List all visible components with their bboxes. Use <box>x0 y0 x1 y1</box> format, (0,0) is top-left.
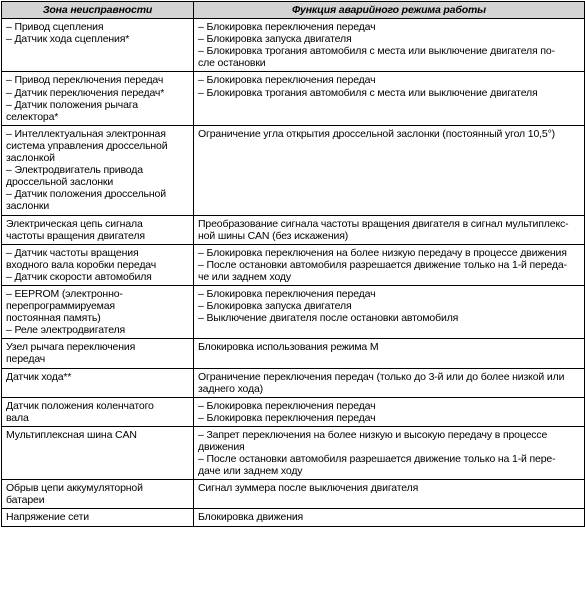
emergency-function-line: – Блокировка трогания автомобиля с места или выключение двигателя по- <box>198 45 555 58</box>
fault-zone-line: – Датчик положения рычага <box>6 98 138 111</box>
emergency-function-line: – Блокировка переключения передач <box>198 21 376 34</box>
emergency-function-cell <box>194 339 585 368</box>
fault-zone-line: – Привод переключения передач <box>6 74 164 87</box>
fault-zone-line: – Датчик хода сцепления* <box>6 33 130 46</box>
fault-zone-line: – Реле электродвигателя <box>6 324 126 337</box>
fault-zone-line: Узел рычага переключения <box>6 341 136 354</box>
emergency-function-line: сле остановки <box>198 57 266 70</box>
fault-zone-line: перепрограммируемая <box>6 300 115 313</box>
emergency-function-line: – Блокировка переключения передач <box>198 399 376 412</box>
fault-zone-line: – Датчик положения дроссельной <box>6 188 166 201</box>
emergency-function-line: – Выключение двигателя после остановки автомобиля <box>198 312 459 325</box>
fault-zone-cell <box>2 480 194 509</box>
fault-zone-line: передач <box>6 353 46 366</box>
emergency-function-cell <box>194 368 585 397</box>
emergency-function-cell <box>194 426 585 479</box>
fault-zone-cell <box>2 19 194 72</box>
fault-zone-cell <box>2 215 194 244</box>
table-row <box>2 480 585 509</box>
table-row <box>2 397 585 426</box>
emergency-function-cell <box>194 215 585 244</box>
emergency-function-line: движения <box>198 441 245 453</box>
fault-zone-line: – Датчик скорости автомобиля <box>6 270 152 283</box>
fault-zone-line: постоянная память) <box>6 312 101 325</box>
fault-zone-line: система управления дроссельной <box>6 139 168 152</box>
emergency-function-line: – Блокировка трогания автомобиля с места или выключение двигателя <box>198 86 538 99</box>
fault-zone-line: – Привод сцепления <box>6 21 104 34</box>
emergency-function-line: – Блокировка переключения передач <box>198 287 376 300</box>
emergency-function-cell <box>194 19 585 72</box>
table-row <box>2 339 585 368</box>
fault-zone-cell <box>2 426 194 479</box>
emergency-function-line: Блокировка использования режима М <box>198 341 379 354</box>
fault-zone-line: Датчик положения коленчатого <box>6 399 154 412</box>
fault-zone-line: вала <box>6 411 29 424</box>
table-row <box>2 215 585 244</box>
fault-zone-cell <box>2 339 194 368</box>
fault-zone-line: селектора* <box>6 110 59 123</box>
fault-zone-cell <box>2 285 194 338</box>
table-row <box>2 426 585 479</box>
fault-zone-line: – Датчик частоты вращения <box>6 246 139 259</box>
fault-zone-cell <box>2 125 194 215</box>
emergency-function-line: Ограничение угла открытия дроссельной заслонки (постоянный угол 10,5°) <box>198 127 556 140</box>
emergency-function-line: – Блокировка запуска двигателя <box>198 300 352 313</box>
emergency-function-line: – После остановки автомобиля разрешается движение только на 1-й пере- <box>198 453 556 466</box>
emergency-function-line: – Блокировка переключения передач <box>198 411 376 424</box>
emergency-function-line: Преобразование сигнала частоты вращения двигателя в сигнал мультиплекс- <box>198 217 569 230</box>
table-row <box>2 368 585 397</box>
emergency-function-cell <box>194 480 585 509</box>
emergency-function-line: – Блокировка переключения передач <box>198 74 376 87</box>
emergency-function-line: – Блокировка запуска двигателя <box>198 33 352 46</box>
emergency-function-line: – Запрет переключения на более низкую и высокую передачу в процессе <box>198 428 548 441</box>
fault-zone-line: Напряжение сети <box>6 511 89 524</box>
fault-zone-cell <box>2 72 194 125</box>
fault-zone-line: Электрическая цепь сигнала <box>6 217 143 230</box>
fault-zone-line: – EEPROM (электронно- <box>6 287 123 300</box>
fault-zone-line: – Электродвигатель привода <box>6 164 143 177</box>
emergency-function-line: че или заднем ходу <box>198 270 291 283</box>
table-body <box>2 19 585 526</box>
fault-zone-line: входного вала коробки передач <box>6 258 157 271</box>
header-function: Функция аварийного режима работы <box>194 2 585 19</box>
fault-zone-line: – Датчик переключения передач* <box>6 86 165 99</box>
table-row <box>2 244 585 285</box>
fault-table <box>1 1 585 527</box>
emergency-function-line: даче или заднем ходу <box>198 465 303 478</box>
fault-zone-cell <box>2 509 194 526</box>
header-zone: Зона неисправности <box>2 2 194 19</box>
emergency-function-cell <box>194 397 585 426</box>
fault-zone-line: – Интеллектуальная электронная <box>6 127 166 140</box>
fault-zone-line: Мультиплексная шина CAN <box>6 428 137 441</box>
fault-zone-line: батареи <box>6 494 45 507</box>
emergency-function-line: Блокировка движения <box>198 511 304 524</box>
emergency-function-line: – Блокировка переключения на более низкую передачу в процессе движения <box>198 246 567 259</box>
table-row <box>2 509 585 526</box>
emergency-function-line: – После остановки автомобиля разрешается движение только на 1-й переда- <box>198 258 567 271</box>
emergency-function-cell <box>194 285 585 338</box>
emergency-function-cell <box>194 125 585 215</box>
table-row <box>2 285 585 338</box>
fault-zone-line: Обрыв цепи аккумуляторной <box>6 482 143 495</box>
emergency-function-cell <box>194 509 585 526</box>
emergency-function-line: Сигнал зуммера после выключения двигателя <box>198 482 419 495</box>
fault-zone-line: Датчик хода** <box>6 370 72 383</box>
table-row <box>2 72 585 125</box>
table-row <box>2 125 585 215</box>
emergency-function-cell <box>194 244 585 285</box>
fault-zone-line: заслонки <box>6 200 50 213</box>
fault-zone-line: частоты вращения двигателя <box>6 229 145 242</box>
table-row <box>2 19 585 72</box>
emergency-function-line: ной шины CAN (без искажения) <box>198 229 349 242</box>
emergency-function-line: Ограничение переключения передач (только до 3-й или до более низкой или <box>198 370 565 383</box>
emergency-function-line: заднего хода) <box>198 382 264 395</box>
fault-zone-cell <box>2 244 194 285</box>
fault-zone-line: заслонкой <box>6 152 55 165</box>
fault-zone-cell <box>2 368 194 397</box>
header-row <box>2 2 585 19</box>
fault-zone-line: дроссельной заслонки <box>6 176 114 189</box>
emergency-function-cell <box>194 72 585 125</box>
fault-zone-cell <box>2 397 194 426</box>
